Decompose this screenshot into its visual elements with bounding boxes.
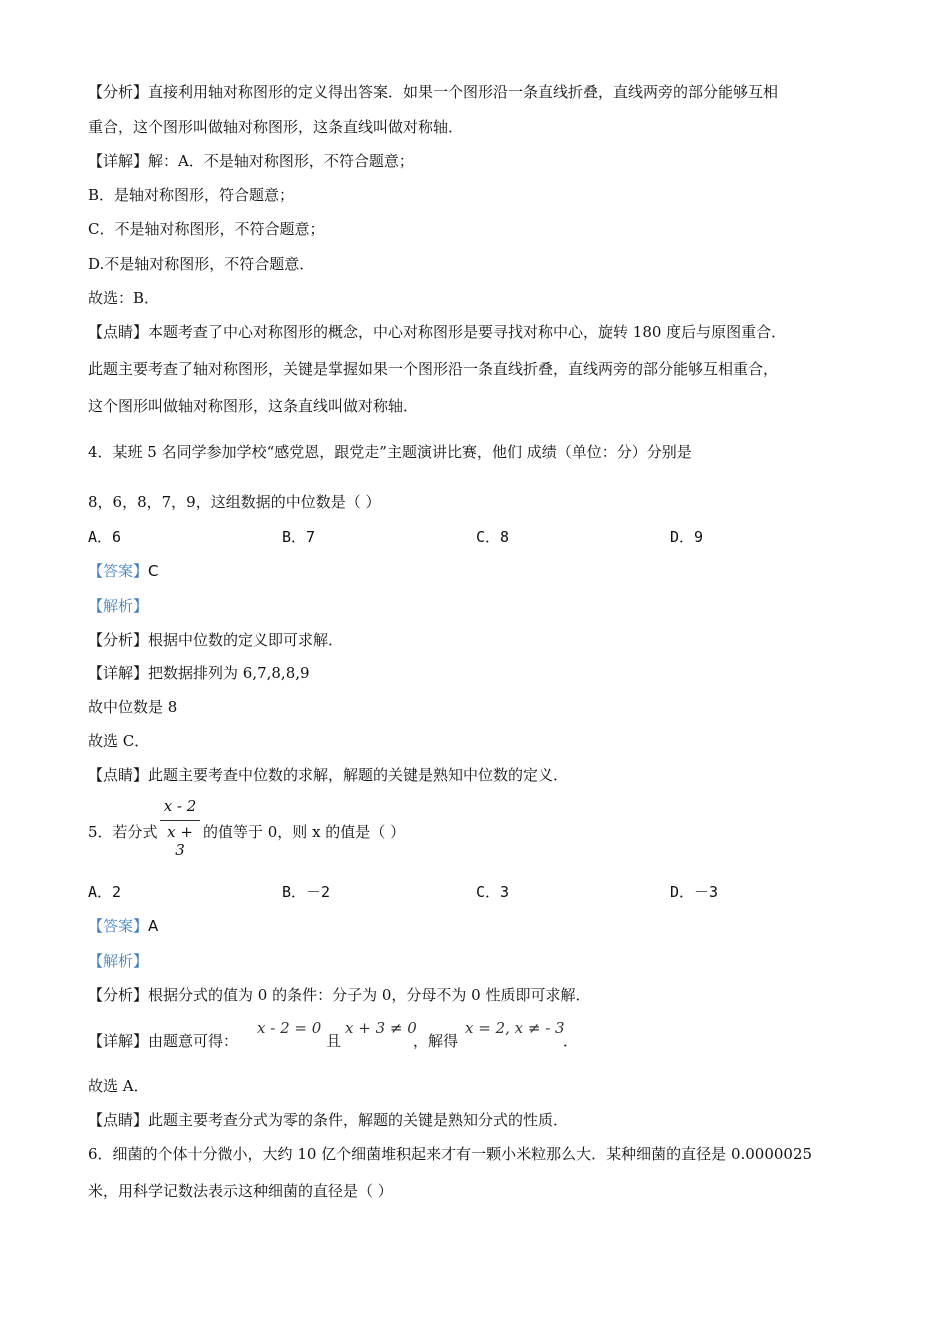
q5-jiexi-tag: 【解析】 — [88, 952, 149, 970]
q5-stem-pre: 5．若分式 — [88, 823, 158, 841]
q5-jiede: ，解得 — [413, 1032, 459, 1050]
q5-fraction-bar — [160, 820, 200, 821]
q5-detail-pre: 【详解】由题意可得： — [88, 1032, 239, 1050]
q5-answer-tag: 【答案】 — [88, 917, 149, 935]
q4-answer-value: C — [148, 562, 159, 580]
q5-choice: 故选 A． — [88, 1077, 149, 1095]
q3-choice: 故选：B． — [88, 289, 160, 307]
q5-equation-3: x = 2, x ≠ - 3 — [465, 1019, 565, 1037]
q4-choice: 故选 C． — [88, 732, 150, 750]
q4-median: 故中位数是 8 — [88, 698, 178, 716]
q3-comment-line-2: 此题主要考查了轴对称图形，关键是掌握如果一个图形沿一条直线折叠，直线两旁的部分能够互相重合， — [88, 360, 779, 378]
q5-answer — [88, 916, 890, 936]
q4-option-a: A．6 — [88, 528, 122, 546]
q3-detail-d: D.不是轴对称图形，不符合题意． — [88, 255, 315, 273]
q5-detail-end: ． — [563, 1032, 579, 1050]
q5-equation-2: x + 3 ≠ 0 — [345, 1019, 417, 1037]
q3-analysis-line-1: 【分析】直接利用轴对称图形的定义得出答案．如果一个图形沿一条直线折叠，直线两旁的部分能够互相 — [88, 83, 779, 101]
q5-option-a: A．2 — [88, 883, 122, 901]
q4-stem-line-1: 4．某班 5 名同学参加学校“感党恩，跟党走”主题演讲比赛，他们 成绩（单位：分）分别是 — [88, 443, 692, 461]
q4-comment: 【点睛】此题主要考查中位数的求解，解题的关键是熟知中位数的定义． — [88, 766, 569, 784]
q3-detail-c: C．不是轴对称图形，不符合题意； — [88, 220, 325, 238]
q3-comment-line-1: 【点睛】本题考查了中心对称图形的概念，中心对称图形是要寻找对称中心，旋转 180 度后与原图重合． — [88, 323, 787, 341]
q5-option-d: D．－3 — [670, 883, 719, 901]
q4-stem-line-2: 8，6，8，7，9，这组数据的中位数是（ ） — [88, 493, 381, 511]
q4-jiexi-tag: 【解析】 — [88, 597, 149, 615]
q5-stem-post: 的值等于 0，则 x 的值是（ ） — [203, 823, 406, 841]
q3-analysis-line-2: 重合，这个图形叫做轴对称图形，这条直线叫做对称轴． — [88, 118, 464, 136]
q4-option-d: D．9 — [670, 528, 704, 546]
q5-qie: 且 — [326, 1032, 342, 1050]
q5-option-c: C．3 — [476, 883, 510, 901]
q3-detail-b: B．是轴对称图形，符合题意； — [88, 186, 295, 204]
q5-fraction-denominator: x + 3 — [167, 823, 193, 859]
q4-answer — [88, 561, 890, 581]
q6-stem-line-2: 米，用科学记数法表示这种细菌的直径是（ ） — [88, 1182, 393, 1200]
q5-option-b: B．－2 — [282, 883, 331, 901]
q3-comment-line-3: 这个图形叫做轴对称图形，这条直线叫做对称轴． — [88, 397, 419, 415]
q5-comment: 【点睛】此题主要考查分式为零的条件，解题的关键是熟知分式的性质． — [88, 1111, 569, 1129]
q5-equation-1: x - 2 = 0 — [257, 1019, 322, 1037]
q3-detail-a: 【详解】解：A．不是轴对称图形，不符合题意； — [88, 152, 414, 170]
q4-answer-tag: 【答案】 — [88, 562, 149, 580]
q6-stem-line-1: 6．细菌的个体十分微小，大约 10 亿个细菌堆积起来才有一颗小米粒那么大．某种细菌的直径是 0.0000025 — [88, 1145, 813, 1163]
q4-option-c: C．8 — [476, 528, 510, 546]
q4-detail: 【详解】把数据排列为 6,7,8,8,9 — [88, 664, 310, 682]
q4-option-b: B．7 — [282, 528, 316, 546]
q5-analysis: 【分析】根据分式的值为 0 的条件：分子为 0，分母不为 0 性质即可求解． — [88, 986, 591, 1004]
q5-fraction — [160, 797, 200, 859]
q4-analysis: 【分析】根据中位数的定义即可求解． — [88, 631, 344, 649]
q5-answer-value: A — [148, 917, 159, 935]
q5-fraction-numerator: x - 2 — [163, 797, 197, 815]
